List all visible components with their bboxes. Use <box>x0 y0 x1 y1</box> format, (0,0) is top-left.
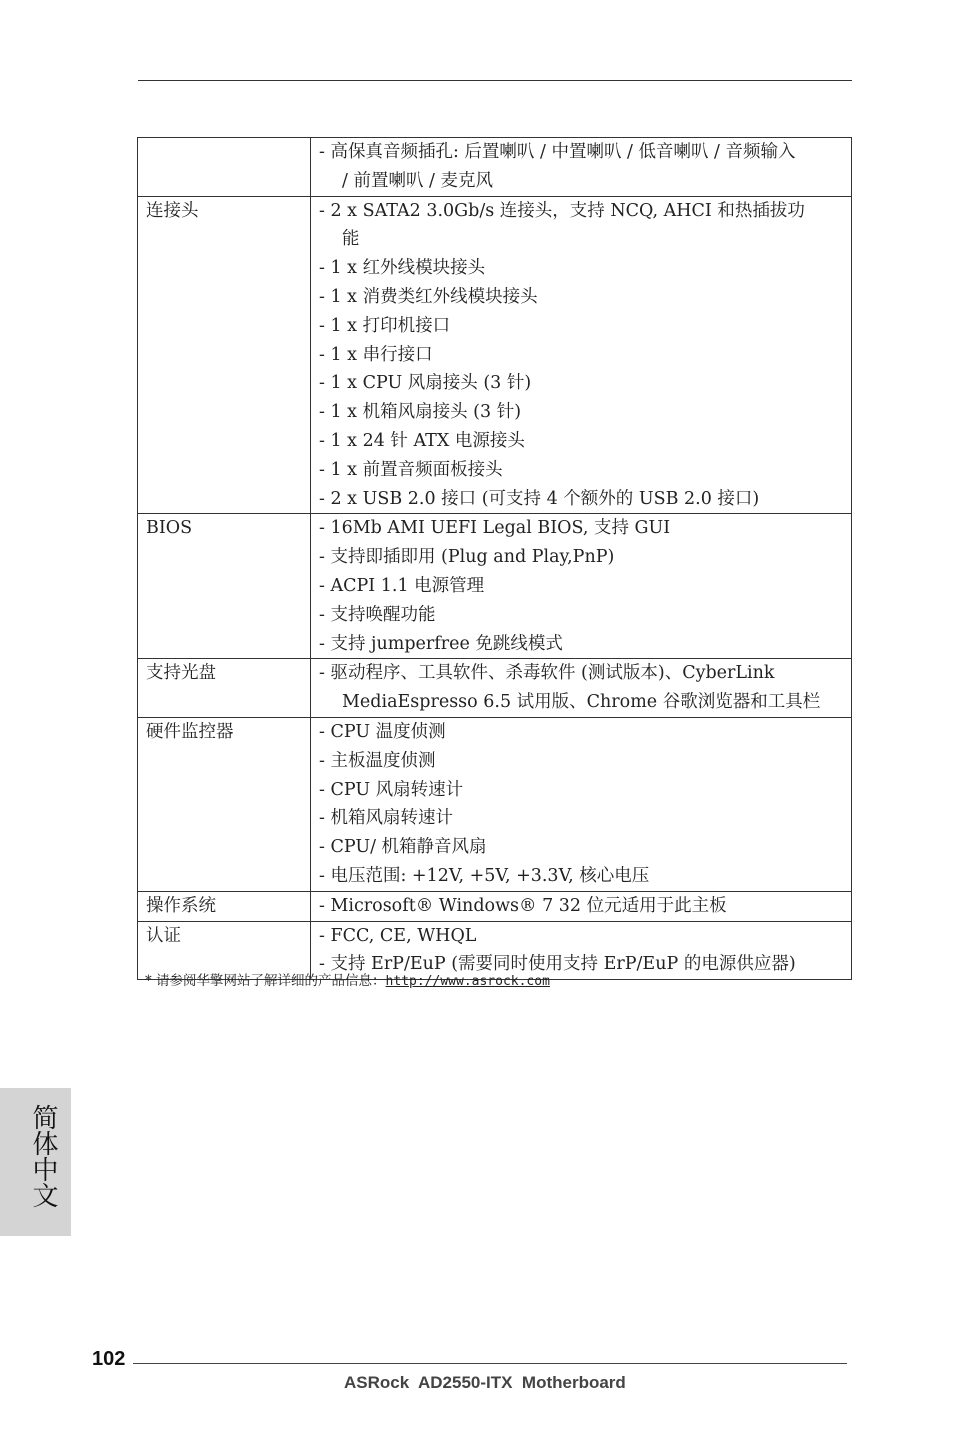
spec-item-line: - 电压范围: +12V, +5V, +3.3V, 核心电压 <box>319 865 650 886</box>
spec-item-line: - ACPI 1.1 电源管理 <box>319 575 485 596</box>
header-rule <box>138 80 852 81</box>
product-name: ASRock AD2550-ITX Motherboard <box>344 1373 626 1392</box>
language-tab-label: 简体中文 <box>28 1104 58 1208</box>
spec-item-line: / 前置喇叭 / 麦克风 <box>342 170 493 191</box>
spec-item-line: - 高保真音频插孔: 后置喇叭 / 中置喇叭 / 低音喇叭 / 音频输入 <box>319 142 796 162</box>
spec-row <box>138 891 852 921</box>
spec-table-body <box>138 138 852 980</box>
spec-row <box>138 659 852 718</box>
spec-item-line: - 支持 ErP/EuP (需要同时使用支持 ErP/EuP 的电源供应器) <box>319 954 796 975</box>
spec-item-line: - Microsoft® Windows® 7 32 位元适用于此主板 <box>319 895 727 916</box>
spec-item-line: - FCC, CE, WHQL <box>319 925 477 946</box>
spec-item-line: - 支持即插即用 (Plug and Play,PnP) <box>319 547 615 568</box>
spec-row-label: 认证 <box>138 921 311 980</box>
spec-row-items <box>311 717 852 891</box>
spec-row <box>138 196 852 514</box>
spec-item-line: - 支持 jumperfree 免跳线模式 <box>319 633 563 654</box>
spec-row <box>138 514 852 659</box>
spec-item-line: - 16Mb AMI UEFI Legal BIOS, 支持 GUI <box>319 518 671 539</box>
spec-item-line: 能 <box>342 229 360 250</box>
spec-row-items <box>311 138 852 197</box>
spec-row-label: 支持光盘 <box>138 659 311 718</box>
spec-item-line: - 1 x 打印机接口 <box>319 315 451 336</box>
spec-row-label <box>138 138 311 197</box>
spec-item-line: - 1 x 机箱风扇接头 (3 针) <box>319 402 522 423</box>
spec-row <box>138 138 852 197</box>
spec-item-line: - 支持唤醒功能 <box>319 604 436 625</box>
spec-item-line: - 1 x 红外线模块接头 <box>319 258 486 279</box>
language-tab <box>0 1088 71 1236</box>
spec-row-items <box>311 196 852 514</box>
spec-item-line: - 驱动程序、工具软件、杀毒软件 (测试版本)、CyberLink <box>319 663 775 684</box>
spec-item-line: - 1 x CPU 风扇接头 (3 针) <box>319 373 532 394</box>
spec-item-line: - CPU/ 机箱静音风扇 <box>319 837 487 858</box>
spec-item-line: - 2 x SATA2 3.0Gb/s 连接头，支持 NCQ, AHCI 和热插拔功 <box>319 200 805 221</box>
spec-table <box>137 137 852 980</box>
spec-row-label: 操作系统 <box>138 891 311 921</box>
spec-item-line: - 主板温度侦测 <box>319 750 436 771</box>
page-number: 102 <box>92 1348 126 1370</box>
spec-row-label: 连接头 <box>138 196 311 514</box>
footnote-link[interactable]: http://www.asrock.com <box>385 974 550 989</box>
spec-row-label: BIOS <box>138 514 311 659</box>
spec-item-line: - CPU 风扇转速计 <box>319 779 464 800</box>
spec-row-label: 硬件监控器 <box>138 717 311 891</box>
spec-item-line: MediaEspresso 6.5 试用版、Chrome 谷歌浏览器和工具栏 <box>342 692 821 713</box>
spec-item-line: - 2 x USB 2.0 接口 (可支持 4 个额外的 USB 2.0 接口) <box>319 488 760 509</box>
spec-item-line: - 机箱风扇转速计 <box>319 808 453 829</box>
spec-row-items <box>311 659 852 718</box>
spec-row-items <box>311 514 852 659</box>
footnote <box>145 970 550 993</box>
spec-item-line: - 1 x 前置音频面板接头 <box>319 459 503 480</box>
footnote-text: * 请参阅华擎网站了解详细的产品信息： <box>145 973 386 989</box>
spec-item-line: - 1 x 串行接口 <box>319 344 433 365</box>
spec-row-items <box>311 891 852 921</box>
footer-rule <box>133 1363 847 1364</box>
spec-item-line: - CPU 温度侦测 <box>319 721 446 742</box>
spec-row <box>138 717 852 891</box>
spec-item-line: - 1 x 24 针 ATX 电源接头 <box>319 430 525 451</box>
spec-item-line: - 1 x 消费类红外线模块接头 <box>319 286 538 307</box>
